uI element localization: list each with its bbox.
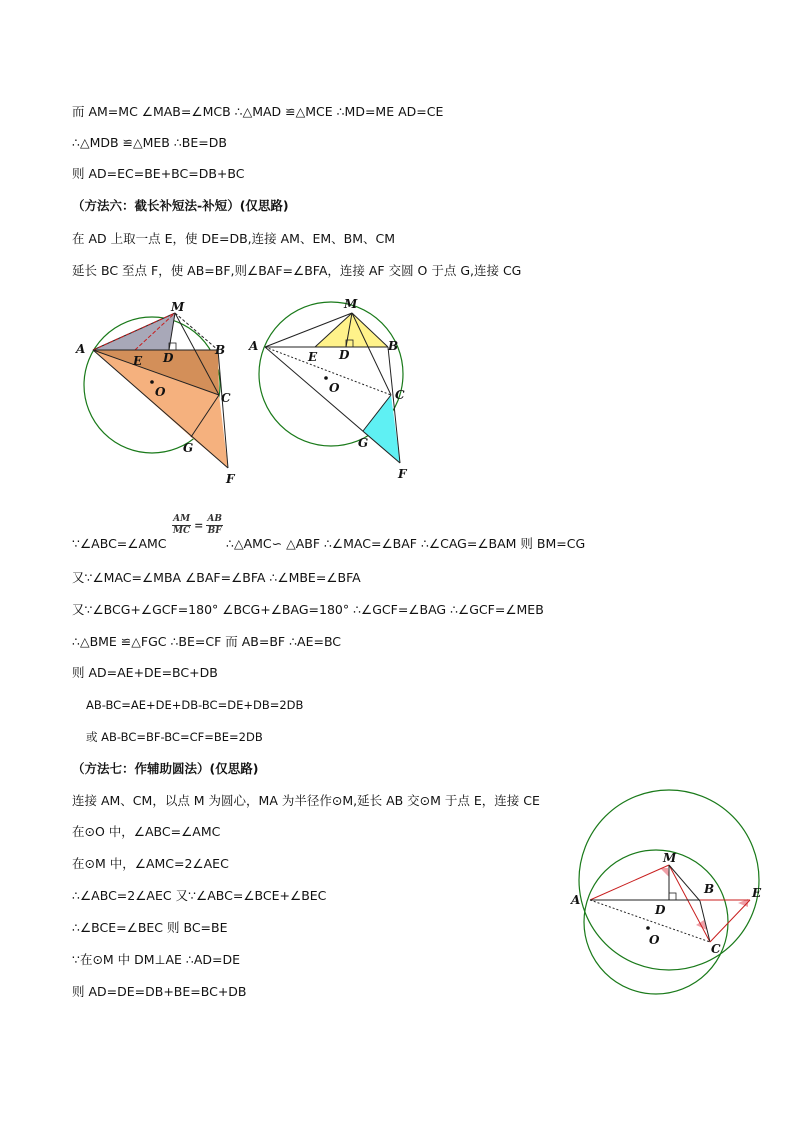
text-line-8: ∴△AMC∽ △ABF ∴∠MAC=∠BAF ∴∠CAG=∠BAM 则 BM=CG <box>226 536 586 551</box>
text-line-6: 延长 BC 至点 F，使 AB=BF,则∠BAF=∠BFA，连接 AF 交圆 O 于点 G,连接 CG <box>72 263 522 278</box>
text-line-1: 而 AM=MC ∠MAB=∠MCB ∴△MAD ≌△MCE ∴MD=ME AD=CE <box>72 104 444 119</box>
label-g: G <box>183 441 194 455</box>
label-o: O <box>155 385 166 399</box>
text-line-3: 则 AD=EC=BE+BC=DB+BC <box>72 166 245 181</box>
label-m: M <box>171 300 185 314</box>
text-line-7: ∵∠ABC=∠AMC <box>72 536 167 551</box>
text-line-5: 在 AD 上取一点 E，使 DE=DB,连接 AM、EM、BM、CM <box>72 231 396 246</box>
text-line-14: 或 AB-BC=BF-BC=CF=BE=2DB <box>86 730 263 744</box>
text-line-20: ∴∠BCE=∠BEC 则 BC=BE <box>72 920 228 935</box>
circle-o <box>584 850 728 994</box>
label-b: B <box>704 882 715 896</box>
label-m: M <box>344 297 358 311</box>
method-six-heading: （方法六：截长补短法-补短）(仅思路) <box>72 198 289 213</box>
method-seven-heading: （方法七：作辅助圆法）(仅思路) <box>72 761 259 776</box>
label-d: D <box>339 348 350 362</box>
text-line-2: ∴△MDB ≌△MEB ∴BE=DB <box>72 135 227 150</box>
label-d: D <box>655 903 666 917</box>
text-line-22: 则 AD=DE=DB+BE=BC+DB <box>72 984 247 999</box>
label-a: A <box>249 339 259 353</box>
text-line-18: 在⊙M 中，∠AMC=2∠AEC <box>72 856 229 871</box>
label-e: E <box>308 350 318 364</box>
label-a: A <box>571 893 581 907</box>
label-g: G <box>358 436 369 450</box>
text-line-12: 则 AD=AE+DE=BC+DB <box>72 665 218 680</box>
label-b: B <box>215 343 226 357</box>
label-f: F <box>398 467 407 481</box>
label-f: F <box>226 472 235 486</box>
text-line-19: ∴∠ABC=2∠AEC 又∵∠ABC=∠BCE+∠BEC <box>72 888 327 903</box>
label-e: E <box>133 354 143 368</box>
figure-method-six-left <box>70 295 240 490</box>
label-o: O <box>329 381 340 395</box>
text-line-10: 又∵∠BCG+∠GCF=180° ∠BCG+∠BAG=180° ∴∠GCF=∠BAG ∴∠GCF=∠MEB <box>72 602 544 617</box>
text-line-9: 又∵∠MAC=∠MBA ∠BAF=∠BFA ∴∠MBE=∠BFA <box>72 570 361 585</box>
fraction-am-mc-ab-bf: $\frac{AM}{MC}$ = $\frac{AB}{BF}$ <box>173 514 222 536</box>
text-line-17: 在⊙O 中，∠ABC=∠AMC <box>72 824 221 839</box>
figure-method-seven <box>568 780 768 1005</box>
text-line-11: ∴△BME ≌△FGC ∴BE=CF 而 AB=BF ∴AE=BC <box>72 634 342 649</box>
label-a: A <box>76 342 86 356</box>
label-c: C <box>221 391 231 405</box>
text-line-21: ∵在⊙M 中 DM⊥AE ∴AD=DE <box>72 952 241 967</box>
label-c: C <box>711 942 721 956</box>
text-line-16: 连接 AM、CM，以点 M 为圆心，MA 为半径作⊙M,延长 AB 交⊙M 于点 E，连接 CE <box>72 793 540 808</box>
label-o: O <box>649 933 660 947</box>
text-line-13: AB-BC=AE+DE+DB-BC=DE+DB=2DB <box>86 698 304 712</box>
label-m: M <box>663 851 677 865</box>
label-b: B <box>388 339 399 353</box>
figure-method-six-right <box>248 295 418 490</box>
label-c: C <box>395 388 405 402</box>
label-e: E <box>752 886 762 900</box>
label-d: D <box>163 351 174 365</box>
